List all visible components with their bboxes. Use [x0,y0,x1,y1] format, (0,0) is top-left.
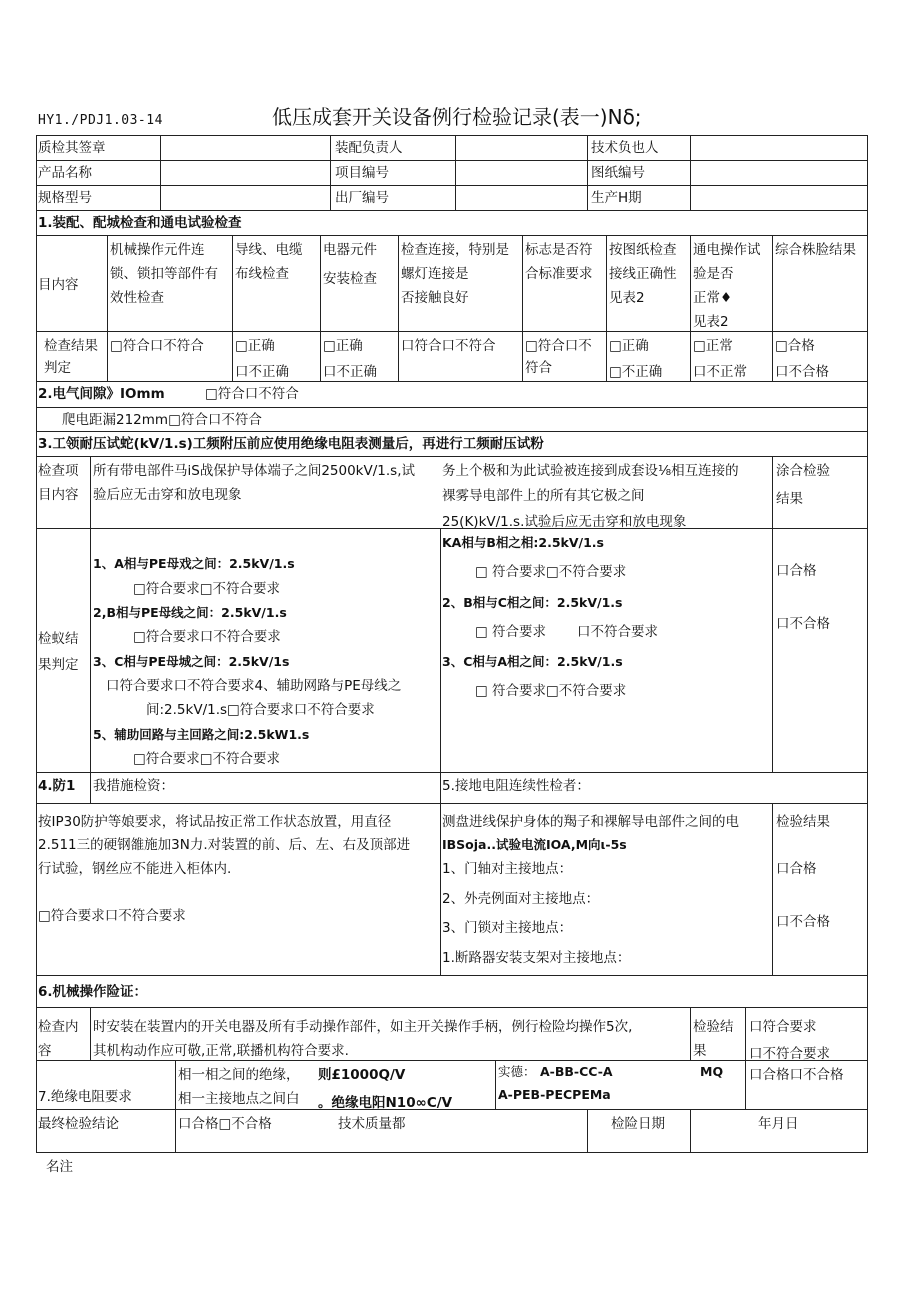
s1-result-8a[interactable]: □合格 [775,338,815,354]
s7-line1b: 则£1000Q/V [318,1067,406,1083]
s6-item-label-2: 容 [38,1043,52,1059]
s3-left-2: 2,B相与PE母线之间：2.5kV/1.s [93,605,287,620]
page-title: 低压成套开关设备例行检验记录(表一)Nδ; [272,105,642,129]
project-no-label: 项目编号 [335,165,389,181]
col-line [90,456,91,772]
table-border-right [867,135,868,1152]
row-line [36,975,868,976]
col-line [90,772,91,803]
col-line [398,235,399,381]
table-border-left [36,135,37,1152]
s1-result-6a[interactable]: □正确 [609,338,649,354]
s7-line1: 相一相之间的绝缘， [178,1067,300,1083]
factory-no-label: 出厂编号 [335,190,389,206]
col-line [455,135,456,210]
s3-content-right-2: 裸雾导电部件上的所有其它极之间 [442,488,645,504]
s2-line1-result[interactable]: □符合口不符合 [205,386,299,402]
col-line [175,1060,176,1152]
s3-left-3-result[interactable]: 口符合要求口不符合要求4、辅助网路与PE母线之 [106,678,402,694]
s6-conclusion-label-2: 果 [693,1043,707,1059]
s3-content-left-1: 所有带电部件马iS战保护导体端子之间2500kV/1.s,试 [93,463,415,479]
row-line [36,331,868,332]
tech-quality-label: 技术质量都 [338,1116,406,1132]
section5-title: 5.接地电阻连续性检者： [442,778,590,794]
s3-right-3: 3、C相与A相之间：2.5kV/1.s [442,654,623,669]
table-border-bottom [36,1152,868,1153]
s1-col8-line1: 综合株脸结果 [775,242,856,258]
tech-lead-label: 技术负也人 [591,140,659,156]
s6-text-2: 其机构动作应可敬,正常,联播机构符合要求. [93,1043,349,1059]
s4-result[interactable]: □符合要求口不符合要求 [38,908,186,924]
col-line [522,235,523,381]
s3-pass[interactable]: 口合格 [776,563,817,579]
s1-result-label-2: 判定 [44,360,71,376]
s1-col2-line1: 导线、电缆 [235,242,303,258]
col-line [772,803,773,975]
s5-fail[interactable]: 口不合格 [776,914,830,930]
s1-col7-line1: 通电操作试 [693,242,761,258]
s3-conclusion-label-1: 涂合检验 [776,463,830,479]
drawing-no-label: 图纸编号 [591,165,645,181]
col-line [690,235,691,381]
s7-measured-1: A-BB-CC-A [540,1064,613,1079]
s1-col6-line1: 按图纸检查 [609,242,677,258]
prod-date-label: 生产H期 [591,190,642,206]
s3-left-2-result[interactable]: □符合要求口不符合要求 [133,629,281,645]
s1-col6-line2: 接线正确性 [609,266,677,282]
s3-left-3: 3、C相与PE母城之间：2.5kV/1s [93,654,290,669]
s3-right-2-fail[interactable]: 口不符合要求 [577,624,658,640]
section1-title: 1.装配、配城检查和通电试验检查 [38,215,242,231]
s1-result-label-1: 检查结果 [44,338,98,354]
s3-right-2-pass[interactable]: □ 符合要求 [475,624,547,640]
s3-right-1-result[interactable]: □ 符合要求□不符合要求 [475,564,627,580]
s3-item-label-2: 目内容 [38,487,79,503]
s1-col4-line2: 螺灯连接是 [401,266,469,282]
s7-measured-label: 实德： [498,1064,536,1079]
s5-text-2: IBSoja..试验电流IOA,M向ι-5s [442,837,627,852]
col-line [745,1060,746,1109]
s1-col1-line3: 效性检查 [110,290,164,306]
s1-col7-line2: 验是否 [693,266,734,282]
row-line [36,456,868,457]
final-label: 最终检验结论 [38,1116,119,1132]
s1-result-7b[interactable]: 口不正常 [693,364,747,380]
s1-result-3b[interactable]: 口不正确 [323,364,377,380]
s1-result-4[interactable]: 口符合口不符合 [401,338,496,354]
s1-result-2b[interactable]: 口不正确 [235,364,289,380]
s1-col5-line2: 合标准要求 [525,266,593,282]
col-line [107,235,108,381]
col-line [690,1007,691,1060]
s3-result-label-2: 果判定 [38,657,79,673]
col-line [690,135,691,210]
s1-col7-line3: 正常♦ [693,290,733,306]
col-line [772,235,773,381]
s1-result-2a[interactable]: □正确 [235,338,275,354]
col-line [587,135,588,210]
s1-col7-line4: 见表2 [693,314,729,330]
s1-result-1[interactable]: □符合口不符合 [110,338,204,354]
col-line [90,1007,91,1060]
s5-pass[interactable]: 口合格 [776,861,817,877]
section7-label: 7.绝缘电阻要求 [38,1089,132,1105]
s7-line2: 相一主接地点之间白 [178,1091,300,1107]
s6-item-label-1: 检查内 [38,1019,79,1035]
s3-right-3-result[interactable]: □ 符合要求□不符合要求 [475,683,627,699]
final-result[interactable]: 口合格□不合格 [178,1116,272,1132]
s7-measured-mq: MQ [700,1064,724,1079]
s1-col5-line1: 标志是否符 [525,242,593,258]
s1-col1-line2: 锁、锁扣等部件有 [110,266,218,282]
inspector-sign-label: 质检其签章 [38,140,106,156]
s3-content-right-3: 25(K)kV/1.s.试验后应无击穿和放电现象 [442,514,687,528]
s5-item-1: 1、门轴对主接地点： [442,861,573,877]
col-line [160,135,161,210]
s3-right-1: KA相与B相之相:2.5kV/1.s [442,535,604,550]
s3-conclusion-label-2: 结果 [776,491,803,507]
s3-left-5-result[interactable]: □符合要求□不符合要求 [133,751,281,767]
s5-item-4: 1.断路器安装支架对主接地点： [442,950,631,966]
s3-content-right-1: 务上个极和为此试验被连接到成套设⅛相互连接的 [442,463,739,479]
s6-pass[interactable]: 口符合要求 [749,1019,817,1035]
s1-col2-line2: 布线检查 [235,266,289,282]
s1-col1-line1: 机械操作元件连 [110,242,205,258]
row-line [36,381,868,382]
section4-label: 4.防1 [38,778,76,794]
s7-measured-2: A-PEB-PECPEMa [498,1087,611,1102]
s5-text-1: 测盘进线保护身体的羯子和裸解导电部件之间的电 [442,814,739,830]
s3-left-1: 1、A相与PE母戏之间：2.5kV/1.s [93,556,295,571]
s5-conclusion-label: 检验结果 [776,814,830,830]
section3-title: 3.工领耐压试蛇(kV/1.s)工频附压前应使用绝缘电阻表测量后，再进行工频耐压试粉 [38,436,544,452]
assembly-lead-label: 装配负责人 [335,140,403,156]
s1-result-5a[interactable]: □符合口不 [525,338,592,354]
section2-line1: 2.电气间隙》IOmm [38,386,165,402]
col-line [495,1060,496,1109]
row-line [36,772,868,773]
s1-result-6b[interactable]: □不正确 [609,364,663,380]
col-line [320,235,321,381]
section2-line2[interactable]: 爬电距漏212mm□符合口不符合 [62,412,262,428]
row-line [36,528,868,529]
spec-model-label: 规格型号 [38,190,92,206]
s4-text-3: 行试验，钢丝应不能进入柜体内. [38,861,232,877]
row-line [36,235,868,236]
s3-right-2: 2、B相与C相之间：2.5kV/1.s [442,595,623,610]
row-line [36,1060,868,1061]
s4-text-1: 按IP30防护等娘要求，将试品按正常工作状态放置，用直径 [38,814,392,830]
row-line [36,803,868,804]
s1-col4-line1: 检查连接，特别是 [401,242,509,258]
col-line [690,1109,691,1152]
s3-fail[interactable]: 口不合格 [776,616,830,632]
s1-col4-line3: 否接触良好 [401,290,469,306]
s1-result-5b: 符合 [525,360,552,376]
s3-content-left-2: 验后应无击穿和放电现象 [93,487,242,503]
date-value: 年月日 [758,1116,799,1132]
s3-left-4-result[interactable]: 间:2.5kV/1.s□符合要求口不符合要求 [146,702,375,718]
s3-item-label-1: 检查项 [38,463,79,479]
s5-item-3: 3、门锁对主接地点： [442,920,573,936]
s6-fail[interactable]: 口不符合要求 [749,1046,830,1060]
col-line [587,1109,588,1152]
col-line [232,235,233,381]
section6-title: 6.机械操作险证： [38,984,148,1000]
s3-left-5: 5、辅助回路与主回路之间:2.5kW1.s [93,727,310,742]
date-label: 检险日期 [611,1116,665,1132]
row-line [36,1109,868,1110]
row-line [36,1007,868,1008]
s7-line2b: 。绝缘电阳N10∞C/V [318,1095,453,1109]
s4-text-2: 2.511三的硬钢雒施加3N力.对装置的前、后、左、右及顶部进 [38,837,411,853]
s1-item-label: 目内容 [38,277,79,293]
col-line [330,135,331,210]
s1-col3-line1: 电器元件 [323,242,377,258]
s7-result[interactable]: 口合格口不合格 [749,1067,844,1083]
s3-left-1-result[interactable]: □符合要求□不符合要求 [133,581,281,597]
col-line [440,528,441,772]
col-line [606,235,607,381]
remark-label: 名注 [46,1159,73,1175]
col-line [772,456,773,772]
s1-result-3a[interactable]: □正确 [323,338,363,354]
s5-item-2: 2、外壳例面对主接地点： [442,891,600,907]
row-line [36,210,868,211]
s1-col3-line2: 安装检查 [323,271,377,287]
col-line [440,772,441,975]
s1-result-7a[interactable]: □正常 [693,338,733,354]
s1-result-8b[interactable]: 口不合格 [775,364,829,380]
col-line [745,1007,746,1060]
s3-result-label-1: 检蚁结 [38,631,79,647]
row-line [36,431,868,432]
s6-text-1: 时安装在装置内的开关电器及所有手动操作部件，如主开关操作手柄，例行检险均操作5次, [93,1019,633,1035]
s6-conclusion-label-1: 检验结 [693,1019,734,1035]
product-name-label: 产品名称 [38,165,92,181]
section4-title: 我措施检资： [93,778,174,794]
doc-code: HY1./PDJ1.03-14 [38,113,163,128]
row-line [36,407,868,408]
s1-col6-line3: 见表2 [609,290,645,306]
